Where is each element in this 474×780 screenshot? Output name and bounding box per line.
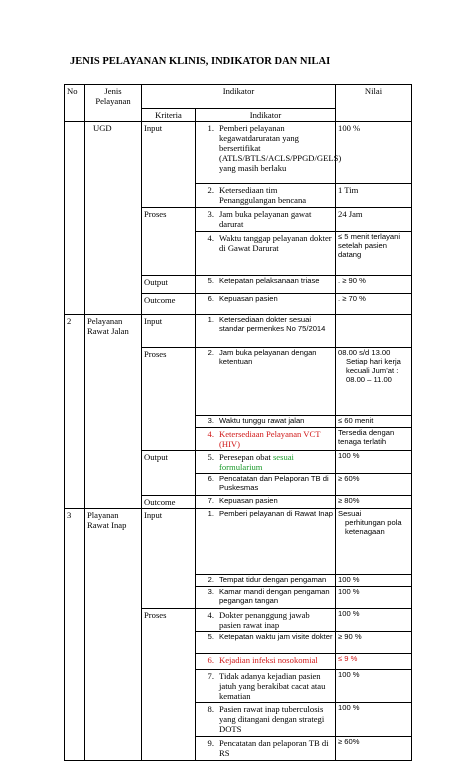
indicator-cell: 4. Waktu tanggap pelayanan dokter di Gawat Darurat — [196, 232, 336, 276]
table-row — [65, 315, 412, 348]
table-row — [65, 509, 412, 575]
value-cell: ≥ 90 % — [336, 632, 412, 654]
header-no: No — [65, 85, 85, 122]
indicator-cell: 1. Pemberi pelayanan kegawatdaruratan yang bersertifikat (ATLS/BTLS/ACLS/PPGD/GELS) yang masih berlaku — [196, 122, 336, 184]
row-number: 3 — [65, 509, 85, 760]
page-title: JENIS PELAYANAN KLINIS, INDIKATOR DAN NILAI — [70, 56, 331, 67]
indicator-cell: 9. Pencatatan dan pelaporan TB di RS — [196, 736, 336, 760]
header-indikator: Indikator — [142, 85, 336, 109]
value-cell: ≥ 60% — [336, 474, 412, 496]
value-cell: 08.00 s/d 13.00 Setiap hari kerja kecuali Jum’at : 08.00 – 11.00 — [336, 348, 412, 416]
value-cell: ≤ 5 menit terlayani setelah pasien datang — [336, 232, 412, 276]
criteria-proses: Proses — [142, 348, 196, 451]
criteria-input: Input — [142, 509, 196, 609]
table-row — [65, 122, 412, 184]
service-type: Playanan Rawat Inap — [85, 509, 142, 760]
value-cell: ≥ 80% — [336, 496, 412, 509]
service-type: Pelayanan Rawat Jalan — [85, 315, 142, 509]
value-cell: . ≥ 70 % — [336, 294, 412, 315]
indicator-cell: 3. Kamar mandi dengan pengaman pegangan tangan — [196, 587, 336, 609]
service-indicator-table — [64, 84, 412, 761]
indicator-cell: 2. Jam buka pelayanan dengan ketentuan — [196, 348, 336, 416]
value-cell: ≤ 60 menit — [336, 416, 412, 428]
criteria-output: Output — [142, 276, 196, 294]
criteria-input: Input — [142, 122, 196, 208]
indicator-cell: 4. Ketersediaan Pelayanan VCT (HIV) — [196, 428, 336, 451]
value-cell: 100 % — [336, 670, 412, 703]
indicator-cell: 7. Tidak adanya kejadian pasien jatuh yang berakibat cacat atau kematian — [196, 670, 336, 703]
value-cell: 100 % — [336, 609, 412, 632]
header-jenis-pelayanan: Jenis Pelayanan — [85, 85, 142, 122]
value-cell: 100 % — [336, 451, 412, 474]
indicator-cell: 6. Pencatatan dan Pelaporan TB di Puskesmas — [196, 474, 336, 496]
value-cell: 24 Jam — [336, 208, 412, 232]
criteria-outcome: Outcome — [142, 294, 196, 315]
indicator-cell: 4. Dokter penanggung jawab pasien rawat inap — [196, 609, 336, 632]
value-cell — [336, 315, 412, 348]
value-cell: 1 Tim — [336, 184, 412, 208]
value-cell: 100 % — [336, 587, 412, 609]
indicator-cell: 2. Tempat tidur dengan pengaman — [196, 575, 336, 587]
indicator-cell: 5. Ketepatan waktu jam visite dokter — [196, 632, 336, 654]
value-cell: . ≥ 90 % — [336, 276, 412, 294]
indicator-cell: 6. Kepuasan pasien — [196, 294, 336, 315]
value-cell: ≤ 9 % — [336, 654, 412, 670]
subheader-kriteria: Kriteria — [142, 109, 196, 122]
criteria-outcome: Outcome — [142, 496, 196, 509]
value-cell: 100 % — [336, 703, 412, 736]
header-nilai: Nilai — [336, 85, 412, 122]
value-cell: Tersedia dengan tenaga terlatih — [336, 428, 412, 451]
indicator-cell: 5. Peresepan obat sesuai formularium — [196, 451, 336, 474]
criteria-input: Input — [142, 315, 196, 348]
service-type: UGD — [85, 122, 142, 315]
criteria-proses: Proses — [142, 609, 196, 760]
indicator-cell: 1. Ketersediaan dokter sesuai standar permenkes No 75/2014 — [196, 315, 336, 348]
value-cell: 100 % — [336, 575, 412, 587]
value-cell: Sesuai perhitungan pola ketenagaan — [336, 509, 412, 575]
indicator-cell: 5. Ketepatan pelaksanaan triase — [196, 276, 336, 294]
subheader-indikator: Indikator — [196, 109, 336, 122]
indicator-cell: 3. Jam buka pelayanan gawat darurat — [196, 208, 336, 232]
criteria-output: Output — [142, 451, 196, 496]
indicator-cell: 6. Kejadian infeksi nosokomial — [196, 654, 336, 670]
table-header-row — [65, 85, 412, 109]
row-number — [65, 122, 85, 315]
indicator-cell: 8. Pasien rawat inap tuberculosis yang ditangani dengan strategi DOTS — [196, 703, 336, 736]
criteria-proses: Proses — [142, 208, 196, 276]
value-cell: 100 % — [336, 122, 412, 184]
indicator-cell: 1. Pemberi pelayanan di Rawat Inap — [196, 509, 336, 575]
row-number: 2 — [65, 315, 85, 509]
value-cell: ≥ 60% — [336, 736, 412, 760]
indicator-cell: 2. Ketersediaan tim Penanggulangan bencana — [196, 184, 336, 208]
indicator-cell: 3. Waktu tunggu rawat jalan — [196, 416, 336, 428]
indicator-cell: 7. Kepuasan pasien — [196, 496, 336, 509]
